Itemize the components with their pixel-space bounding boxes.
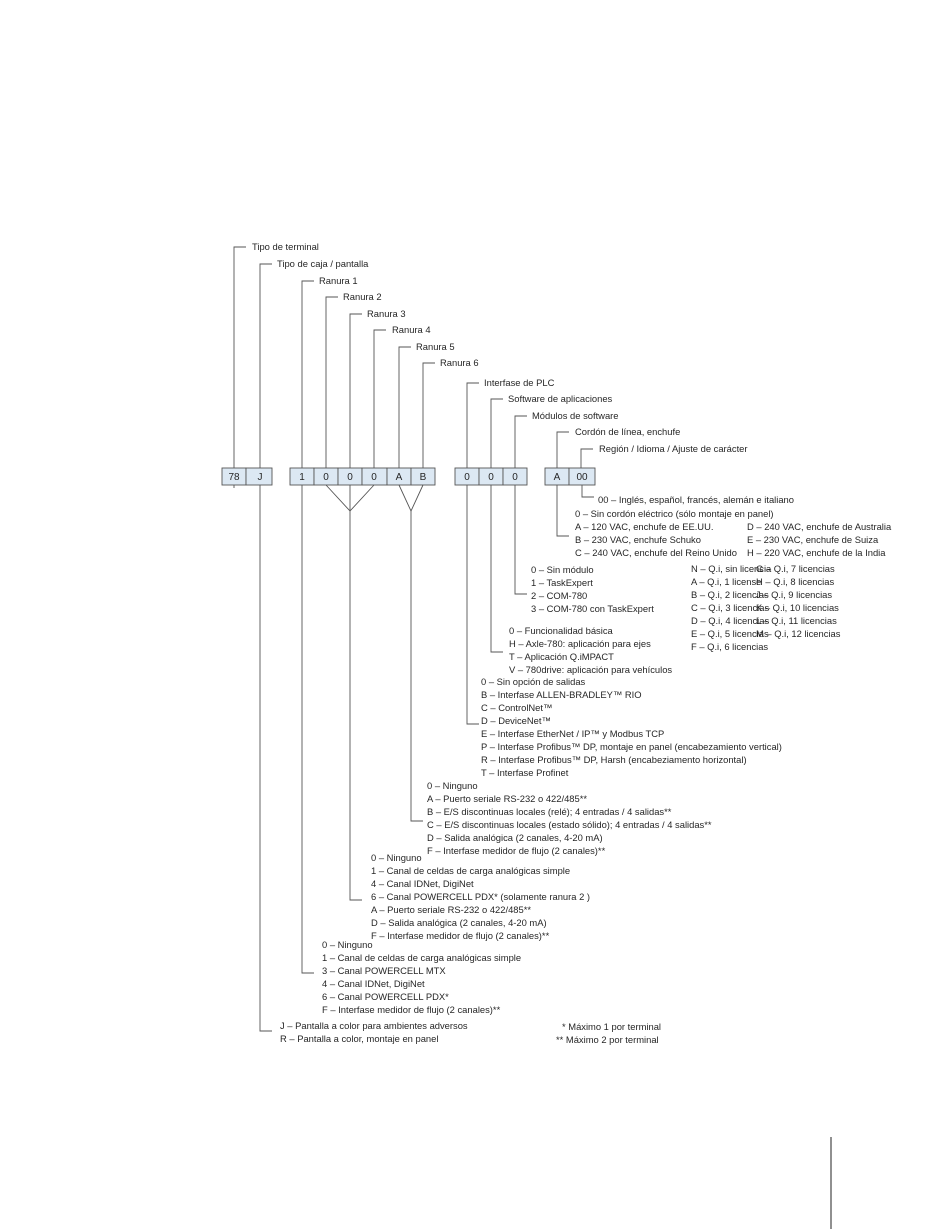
software-module-options: [531, 564, 654, 614]
option-slot56-a: A – Puerto seriale RS-232 o 422/485**: [427, 793, 588, 804]
option-cord-c: C – 240 VAC, enchufe del Reino Unido: [575, 547, 737, 558]
option-slot234-1: 1 – Canal de celdas de carga analógicas simple: [371, 865, 571, 876]
option-app-t: T – Aplicación Q.iMPACT: [509, 651, 614, 662]
option-module-2: 2 – COM-780: [531, 590, 588, 601]
option-cord-d: D – 240 VAC, enchufe de Australia: [747, 521, 892, 532]
header-slot-1: Ranura 1: [319, 275, 358, 286]
option-app-h: H – Axle-780: aplicación para ejes: [509, 638, 651, 649]
header-lines: [234, 247, 593, 468]
option-slot56-b: B – E/S discontinuas locales (relé); 4 entradas / 4 salidas**: [427, 806, 672, 817]
code-value-slot-6: B: [419, 472, 427, 483]
code-value-software-modules: 0: [512, 472, 518, 483]
option-plc-e: E – Interfase EtherNet / IP™ y Modbus TCP: [481, 728, 665, 739]
option-plc-c: C – ControlNet™: [481, 702, 553, 713]
enclosure-options: [280, 1020, 468, 1044]
option-qi-b: B – Q.i, 2 licencias: [691, 589, 769, 600]
option-app-0: 0 – Funcionalidad básica: [509, 625, 613, 636]
option-slot1-1: 1 – Canal de celdas de carga analógicas simple: [322, 952, 522, 963]
code-value-region: 00: [576, 472, 588, 483]
slot234-options: [371, 852, 590, 941]
option-module-1: 1 – TaskExpert: [531, 577, 593, 588]
option-cord-a: A – 120 VAC, enchufe de EE.UU.: [575, 521, 714, 532]
header-slot-5: Ranura 5: [416, 341, 455, 352]
header-slot-2: Ranura 2: [343, 291, 382, 302]
option-slot234-4: 4 – Canal IDNet, DigiNet: [371, 878, 474, 889]
code-value-slot-3: 0: [347, 472, 353, 483]
header-slot-3: Ranura 3: [367, 308, 406, 319]
option-qi-h: H – Q.i, 8 licencias: [756, 576, 835, 587]
option-plc-p: P – Interfase Profibus™ DP, montaje en panel (encabezamiento vertical): [481, 741, 782, 752]
option-qi-l: L – Q.i, 11 licencias: [756, 615, 837, 626]
code-value-slot-4: 0: [371, 472, 377, 483]
option-module-0: 0 – Sin módulo: [531, 564, 594, 575]
footnote-single: * Máximo 1 por terminal: [562, 1021, 661, 1032]
code-value-slot-5: A: [395, 472, 403, 483]
header-slot-6: Ranura 6: [440, 357, 479, 368]
option-qi-a: A – Q.i, 1 license: [691, 576, 762, 587]
option-slot234-a: A – Puerto seriale RS-232 o 422/485**: [371, 904, 532, 915]
option-slot56-d: D – Salida analógica (2 canales, 4-20 mA): [427, 832, 603, 843]
option-slot56-c: C – E/S discontinuas locales (estado sólido); 4 entradas / 4 salidas**: [427, 819, 712, 830]
code-value-terminal: 78: [228, 472, 240, 483]
option-slot234-6: 6 – Canal POWERCELL PDX* (solamente ranura 2 ): [371, 891, 591, 902]
option-module-3: 3 – COM-780 con TaskExpert: [531, 603, 654, 614]
option-slot1-f: F – Interfase medidor de flujo (2 canales)**: [322, 1004, 501, 1015]
option-plc-d: D – DeviceNet™: [481, 715, 551, 726]
option-slot1-4: 4 – Canal IDNet, DigiNet: [322, 978, 425, 989]
slot1-options: [322, 939, 521, 1015]
option-slot234-d: D – Salida analógica (2 canales, 4-20 mA): [371, 917, 547, 928]
plc-options: [481, 676, 782, 778]
option-region-00: 00 – Inglés, español, francés, alemán e italiano: [598, 494, 794, 505]
code-value-plc: 0: [464, 472, 470, 483]
code-value-power-cord: A: [553, 472, 561, 483]
header-power-cord: Cordón de línea, enchufe: [575, 426, 681, 437]
footnotes: [556, 1021, 661, 1045]
header-software-modules: Módulos de software: [532, 410, 619, 421]
option-slot1-3: 3 – Canal POWERCELL MTX: [322, 965, 446, 976]
option-cord-b: B – 230 VAC, enchufe Schuko: [575, 534, 701, 545]
option-slot234-0: 0 – Ninguno: [371, 852, 422, 863]
slot56-options: [427, 780, 712, 856]
option-slot56-f: F – Interfase medidor de flujo (2 canales)**: [427, 845, 606, 856]
option-plc-t: T – Interfase Profinet: [481, 767, 569, 778]
qi-license-options: [691, 563, 841, 652]
header-plc-interface: Interfase de PLC: [484, 377, 555, 388]
option-cord-0: 0 – Sin cordón eléctrico (sólo montaje en panel): [575, 508, 774, 519]
code-boxes: [222, 468, 595, 485]
option-cord-e: E – 230 VAC, enchufe de Suiza: [747, 534, 879, 545]
option-plc-b: B – Interfase ALLEN-BRADLEY™ RIO: [481, 689, 642, 700]
option-enclosure-r: R – Pantalla a color, montaje en panel: [280, 1033, 439, 1044]
option-qi-m: M – Q.i, 12 licencias: [756, 628, 841, 639]
option-cord-h: H – 220 VAC, enchufe de la India: [747, 547, 886, 558]
option-slot1-0: 0 – Ninguno: [322, 939, 373, 950]
option-qi-e: E – Q.i, 5 licencias: [691, 628, 769, 639]
header-application-software: Software de aplicaciones: [508, 393, 613, 404]
option-slot56-0: 0 – Ninguno: [427, 780, 478, 791]
footnote-double: ** Máximo 2 por terminal: [556, 1034, 659, 1045]
option-qi-n: N – Q.i, sin licencia: [691, 563, 772, 574]
option-qi-j: J – Q.i, 9 licencias: [756, 589, 833, 600]
cord-options: [575, 508, 892, 558]
app-software-options: [509, 625, 672, 675]
option-enclosure-j: J – Pantalla a color para ambientes adversos: [280, 1020, 468, 1031]
option-qi-f: F – Q.i, 6 licencias: [691, 641, 769, 652]
region-options: [598, 494, 794, 505]
option-qi-k: K – Q.i, 10 licencias: [756, 602, 839, 613]
option-plc-r: R – Interfase Profibus™ DP, Harsh (encabeziamento horizontal): [481, 754, 747, 765]
option-app-v: V – 780drive: aplicación para vehículos: [509, 664, 673, 675]
header-slot-4: Ranura 4: [392, 324, 431, 335]
option-plc-0: 0 – Sin opción de salidas: [481, 676, 586, 687]
code-value-app-software: 0: [488, 472, 494, 483]
code-value-enclosure: J: [257, 472, 263, 483]
code-value-slot-2: 0: [323, 472, 329, 483]
option-qi-d: D – Q.i, 4 licencias: [691, 615, 770, 626]
header-terminal-type: Tipo de terminal: [252, 241, 319, 252]
code-value-slot-1: 1: [299, 472, 305, 483]
header-region-language: Región / Idioma / Ajuste de carácter: [599, 443, 748, 454]
header-enclosure-type: Tipo de caja / pantalla: [277, 258, 369, 269]
option-qi-g: G – Q.i, 7 licencias: [756, 563, 835, 574]
option-slot1-6: 6 – Canal POWERCELL PDX*: [322, 991, 449, 1002]
option-slot234-f: F – Interfase medidor de flujo (2 canales)**: [371, 930, 550, 941]
option-qi-c: C – Q.i, 3 licencias: [691, 602, 770, 613]
